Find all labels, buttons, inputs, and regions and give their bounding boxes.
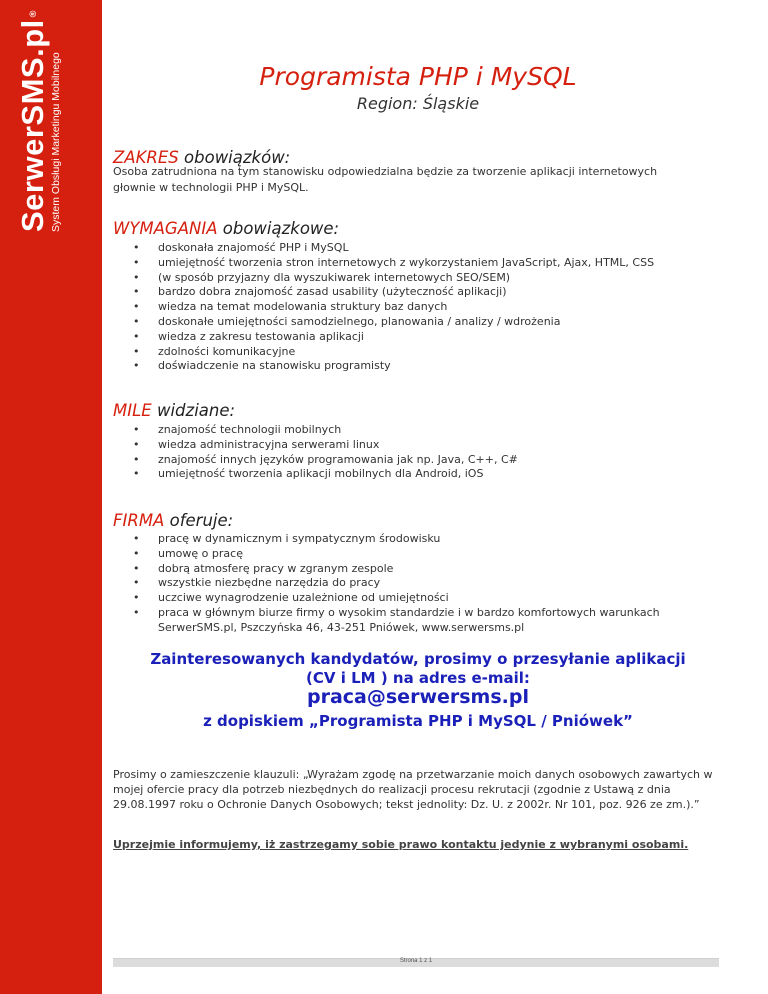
list-item: • pracę w dynamicznym i sympatycznym środowisku bbox=[113, 532, 693, 547]
list-item: • znajomość innych języków programowania jak np. Java, C++, C# bbox=[113, 453, 693, 468]
list-item: • wiedza z zakresu testowania aplikacji bbox=[113, 330, 693, 345]
mile-list bbox=[113, 423, 693, 482]
mile-heading-rest: widziane: bbox=[151, 401, 236, 420]
list-item: • umiejętność tworzenia stron internetowych z wykorzystaniem JavaScript, Ajax, HTML, CSS bbox=[113, 256, 693, 271]
list-item: • doskonałe umiejętności samodzielnego, planowania / analizy / wdrożenia bbox=[113, 315, 693, 330]
list-item: • wszystkie niezbędne narzędzia do pracy bbox=[113, 576, 693, 591]
firma-heading-rest: oferuje: bbox=[164, 511, 234, 530]
zakres-keyword: ZAKRES bbox=[113, 148, 179, 167]
mile-keyword: MILE bbox=[113, 401, 152, 420]
wymagania-keyword: WYMAGANIA bbox=[113, 219, 218, 238]
list-item: • bardzo dobra znajomość zasad usability (użyteczność aplikacji) bbox=[113, 285, 693, 300]
wymagania-heading-rest: obowiązkowe: bbox=[217, 219, 340, 238]
list-item: • doświadczenie na stanowisku programisty bbox=[113, 359, 693, 374]
list-item: • uczciwe wynagrodzenie uzależnione od umiejętności bbox=[113, 591, 693, 606]
wymagania-heading bbox=[113, 219, 339, 238]
list-item: • wiedza administracyjna serwerami linux bbox=[113, 438, 693, 453]
list-item: • umiejętność tworzenia aplikacji mobilnych dla Android, iOS bbox=[113, 467, 693, 482]
brand-logo bbox=[16, 2, 96, 232]
firma-list bbox=[113, 532, 693, 636]
list-item: • wiedza na temat modelowania struktury baz danych bbox=[113, 300, 693, 315]
brand-name: SerwerSMS.pl bbox=[15, 19, 50, 232]
mile-heading bbox=[113, 401, 235, 420]
list-item: • (w sposób przyjazny dla wyszukiwarek internetowych SEO/SEM) bbox=[113, 271, 693, 286]
list-item: • zdolności komunikacyjne bbox=[113, 345, 693, 360]
final-note: Uprzejmie informujemy, iż zastrzegamy sobie prawo kontaktu jedynie z wybranymi osobami. bbox=[113, 838, 689, 851]
brand-tagline: System Obsługi Marketingu Mobilnego bbox=[50, 52, 62, 232]
list-item: • praca w głównym biurze firmy o wysokim standardzie i w bardzo komfortowych warunkach SerwerSMS.pl, Pszczyńska 46, 43-251 Pniówek, www.serwersms.pl bbox=[113, 606, 693, 636]
list-item: • umowę o pracę bbox=[113, 547, 693, 562]
page-title: Programista PHP i MySQL bbox=[259, 62, 577, 91]
list-item: • znajomość technologii mobilnych bbox=[113, 423, 693, 438]
zakres-heading-rest: obowiązków: bbox=[178, 148, 291, 167]
zakres-text: Osoba zatrudniona na tym stanowisku odpowiedzialna będzie za tworzenie aplikacji internetowych głownie w technologii PHP i MySQL. bbox=[113, 165, 658, 194]
firma-keyword: FIRMA bbox=[113, 511, 165, 530]
brand-sidebar bbox=[0, 0, 102, 994]
cta-email[interactable]: praca@serwersms.pl bbox=[307, 686, 529, 708]
page-subtitle: Region: Śląskie bbox=[356, 94, 480, 113]
cta-line-1: Zainteresowanych kandydatów, prosimy o przesyłanie aplikacji bbox=[150, 650, 686, 668]
consent-clause: Prosimy o zamieszczenie klauzuli: „Wyrażam zgodę na przetwarzanie moich danych osobowych zawartych w mojej ofercie pracy dla potrzeb niezbędnych do realizacji procesu rekrutacji (zgodnie z Ustawą z dnia 29.08.1997 roku o Ochronie Danych Osobowych; tekst jednolity: Dz. U. z 2002r. Nr 101, poz. 926 ze zm.).” bbox=[113, 768, 713, 811]
list-item: • dobrą atmosferę pracy w zgranym zespole bbox=[113, 562, 693, 577]
registered-mark: ® bbox=[28, 10, 38, 18]
firma-heading bbox=[113, 511, 233, 530]
cta-line-2: (CV i LM ) na adres e-mail: bbox=[306, 669, 530, 687]
page-footer bbox=[113, 958, 719, 967]
cta-line-3: z dopiskiem „Programista PHP i MySQL / Pniówek” bbox=[203, 712, 633, 730]
page-number: Strona 1 z 1 bbox=[399, 958, 433, 964]
list-item: • doskonała znajomość PHP i MySQL bbox=[113, 241, 693, 256]
wymagania-list bbox=[113, 241, 693, 374]
